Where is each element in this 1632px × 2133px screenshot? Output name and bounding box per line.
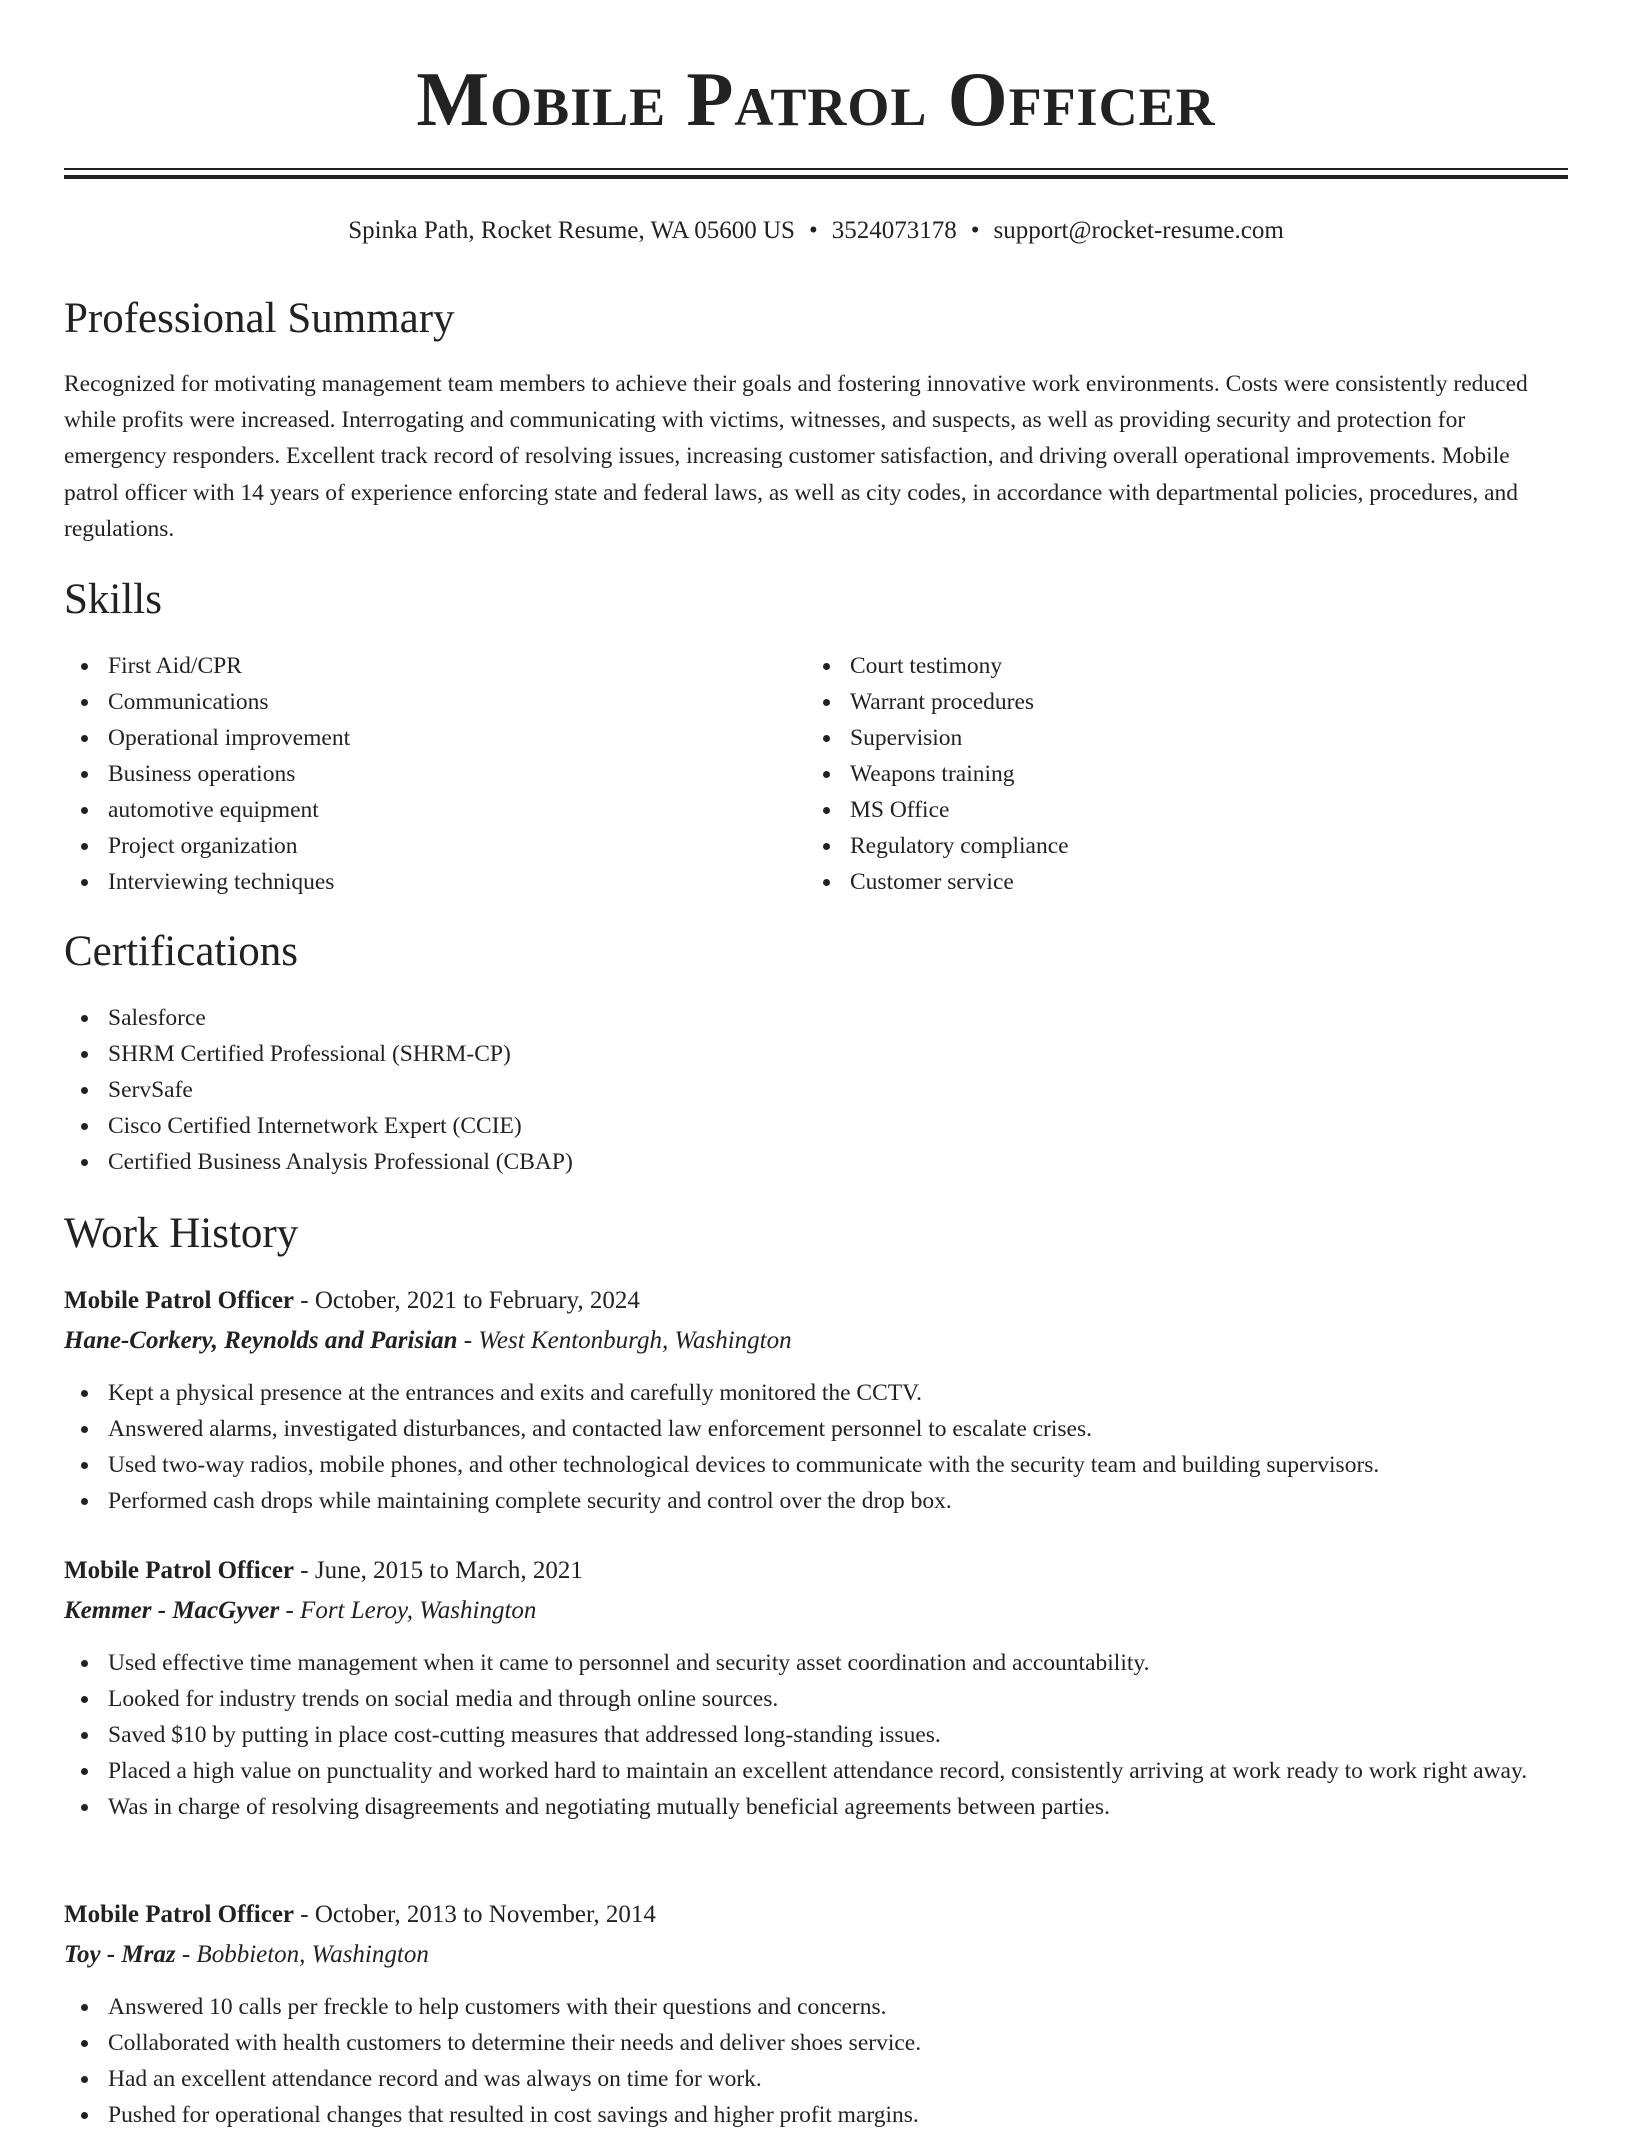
skill-item: Communications	[64, 684, 764, 720]
skill-item: Business operations	[64, 756, 764, 792]
skill-item: Weapons training	[806, 756, 1506, 792]
certification-item: ServSafe	[64, 1072, 1568, 1108]
job-company: Hane-Corkery, Reynolds and Parisian	[64, 1327, 458, 1354]
job-bullet: Answered alarms, investigated disturbances, and contacted law enforcement personnel to escalate crises.	[64, 1411, 1568, 1447]
skill-item: Operational improvement	[64, 720, 764, 756]
resume-title: Mobile Patrol Officer	[416, 56, 1216, 142]
title-rule-thin	[64, 168, 1568, 170]
job-title-line	[64, 1284, 640, 1318]
job-company-line	[64, 1324, 792, 1358]
job-location: - Bobbieton, Washington	[175, 1941, 429, 1968]
job-company-line	[64, 1594, 536, 1628]
job-company: Kemmer - MacGyver	[64, 1597, 280, 1624]
certification-item: Certified Business Analysis Professional (CBAP)	[64, 1144, 1568, 1180]
work-history-heading: Work History	[64, 1210, 299, 1257]
skill-item: Project organization	[64, 828, 764, 864]
skills-heading: Skills	[64, 576, 162, 623]
job-bullet: Collaborated with health customers to determine their needs and deliver shoes service.	[64, 2025, 1568, 2061]
job-title-line	[64, 1898, 656, 1932]
contact-phone: 3524073178	[831, 217, 957, 244]
job-bullets	[64, 1645, 1568, 1825]
skill-item: Warrant procedures	[806, 684, 1506, 720]
job-title: Mobile Patrol Officer	[64, 1287, 295, 1314]
skills-list-left	[64, 648, 764, 900]
summary-text: Recognized for motivating management team members to achieve their goals and fostering innovative work environments. Costs were consistently reduced while profits were increased. Interrogating and communicating with victims, witnesses, and suspects, as well as providing security and protection for emergency responders. Excellent track record of resolving issues, increasing customer satisfaction, and driving overall operational improvements. Mobile patrol officer with 14 years of experience enforcing state and federal laws, as well as city codes, in accordance with departmental policies, procedures, and regulations.	[64, 371, 1528, 542]
skills-list-right	[806, 648, 1506, 900]
skill-item: First Aid/CPR	[64, 648, 764, 684]
skill-item: Regulatory compliance	[806, 828, 1506, 864]
job-bullet: Used effective time management when it came to personnel and security asset coordination and accountability.	[64, 1645, 1568, 1681]
skill-item: Customer service	[806, 864, 1506, 900]
certifications-list	[64, 1000, 1568, 1180]
job-location: - West Kentonburgh, Washington	[457, 1327, 792, 1354]
skill-item: Interviewing techniques	[64, 864, 764, 900]
job-bullet: Saved $10 by putting in place cost-cutting measures that addressed long-standing issues.	[64, 1717, 1568, 1753]
job-bullets	[64, 1375, 1568, 1519]
job-dates: - October, 2013 to November, 2014	[294, 1901, 656, 1928]
job-dates: - June, 2015 to March, 2021	[294, 1557, 583, 1584]
contact-separator: •	[808, 217, 818, 244]
job-bullet: Placed a high value on punctuality and worked hard to maintain an excellent attendance record, consistently arriving at work ready to work right away.	[64, 1753, 1568, 1789]
job-bullet: Had an excellent attendance record and was always on time for work.	[64, 2061, 1568, 2097]
contact-separator: •	[970, 217, 980, 244]
job-bullet: Answered 10 calls per freckle to help customers with their questions and concerns.	[64, 1989, 1568, 2025]
job-dates: - October, 2021 to February, 2024	[294, 1287, 640, 1314]
title-rule-thick	[64, 175, 1568, 179]
certification-item: SHRM Certified Professional (SHRM-CP)	[64, 1036, 1568, 1072]
job-bullet: Kept a physical presence at the entrances and exits and carefully monitored the CCTV.	[64, 1375, 1568, 1411]
job-bullet: Was in charge of resolving disagreements and negotiating mutually beneficial agreements between parties.	[64, 1789, 1568, 1825]
certification-item: Cisco Certified Internetwork Expert (CCIE)	[64, 1108, 1568, 1144]
certification-item: Salesforce	[64, 1000, 1568, 1036]
job-bullet: Pushed for operational changes that resulted in cost savings and higher profit margins.	[64, 2097, 1568, 2133]
contact-address: Spinka Path, Rocket Resume, WA 05600 US	[348, 217, 795, 244]
resume-content	[64, 0, 1568, 2128]
job-bullet: Looked for industry trends on social media and through online sources.	[64, 1681, 1568, 1717]
skill-item: automotive equipment	[64, 792, 764, 828]
skill-item: MS Office	[806, 792, 1506, 828]
job-bullets	[64, 1989, 1568, 2133]
job-title: Mobile Patrol Officer	[64, 1901, 295, 1928]
job-title: Mobile Patrol Officer	[64, 1557, 295, 1584]
job-company: Toy - Mraz	[64, 1941, 176, 1968]
summary-heading: Professional Summary	[64, 295, 455, 342]
skill-item: Supervision	[806, 720, 1506, 756]
job-bullet: Performed cash drops while maintaining complete security and control over the drop box.	[64, 1483, 1568, 1519]
job-title-line	[64, 1554, 583, 1588]
contact-line	[64, 215, 1568, 247]
certifications-heading: Certifications	[64, 928, 299, 975]
job-bullet: Used two-way radios, mobile phones, and other technological devices to communicate with the security team and building supervisors.	[64, 1447, 1568, 1483]
job-location: - Fort Leroy, Washington	[279, 1597, 537, 1624]
contact-email: support@rocket-resume.com	[993, 217, 1284, 244]
skill-item: Court testimony	[806, 648, 1506, 684]
job-company-line	[64, 1938, 429, 1972]
